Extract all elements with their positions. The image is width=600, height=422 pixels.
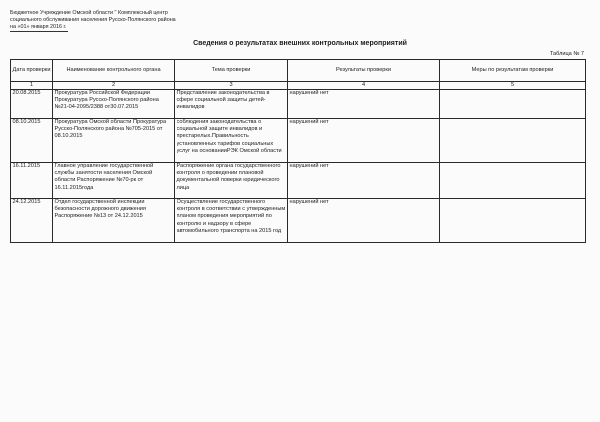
topic-text: соблюдения законодательства о социальной защите инвалидов и престарелых.Правильность установленных тарифов социальных услуг на основанииРЭК Омской области: [176, 119, 282, 154]
column-header-topic: Тема проверки: [175, 60, 288, 82]
table-row: [11, 119, 586, 163]
table-row: [11, 199, 586, 243]
table-row: [11, 90, 586, 119]
column-header-date: Дата проверки: [11, 60, 53, 82]
topic-cell: Распоряжение органа государственного контроля о проведении плановой документальной поверки юридического лица: [175, 163, 288, 199]
measures-cell: [440, 199, 586, 243]
column-number: 1: [11, 82, 53, 90]
organization-line-2: социального обслуживания населения Русско-Полянского района: [10, 17, 176, 23]
organization-header: [10, 10, 270, 32]
inspection-date-cell: 08.10.2015: [11, 119, 53, 163]
result-cell: нарушений нет: [288, 90, 440, 119]
authority-cell: Прокуратура Омской области Прокуратура Русско-Полянского района №705-2015 от 08.10.2015: [53, 119, 175, 163]
topic-cell: [175, 199, 288, 243]
report-date-line: на «01» января 2016 г.: [10, 24, 67, 30]
table-row: [11, 163, 586, 199]
result-cell: нарушений нет: [288, 199, 440, 243]
table-number-label: Таблица № 7: [549, 51, 584, 57]
column-number: 2: [53, 82, 175, 90]
authority-cell: Главное управление государственной службы занятости населения Омской области Распоряжение №70-рк от 16.11.2015года: [53, 163, 175, 199]
column-number: 4: [288, 82, 440, 90]
column-header-authority: Наименование контрольного органа: [53, 60, 175, 82]
column-header-measures: Меры по результатам проверки: [440, 60, 586, 82]
result-cell: нарушений нет: [288, 119, 440, 163]
measures-cell: [440, 163, 586, 199]
table-header-row: [11, 60, 586, 82]
document-title: Сведения о результатах внешних контрольных мероприятий: [193, 40, 407, 47]
inspections-table: [10, 59, 586, 243]
result-cell: нарушений нет: [288, 163, 440, 199]
measures-cell: [440, 119, 586, 163]
organization-line-1: Бюджетное Учреждение Омской области " Комплексный центр: [10, 10, 168, 16]
column-number: 5: [440, 82, 586, 90]
column-number-row: [11, 82, 586, 90]
authority-cell: Прокуратура Российской Федерации Прокуратура Русско-Полянского района №21-04-2095/2388 от30.07.2015: [53, 90, 175, 119]
topic-text: Осуществление государственного контроля в соответствии с утвержденным планом проведения мероприятий по контролю и надзору в сфере автомобильного транспорта на 2015 год: [176, 199, 286, 234]
topic-cell: [175, 119, 288, 163]
inspection-date-cell: 24.12.2015: [11, 199, 53, 243]
measures-cell: [440, 90, 586, 119]
authority-cell: Отдел государственной инспекции безопасности дорожного движения Распоряжение №13 от 24.12.2015: [53, 199, 175, 243]
inspection-date-cell: 16.11.2015: [11, 163, 53, 199]
column-header-result: Результаты проверки: [288, 60, 440, 82]
inspection-date-cell: 20.08.2015: [11, 90, 53, 119]
column-number: 3: [175, 82, 288, 90]
topic-cell: Представление законодательства в сфере социальной защиты детей-инвалидов: [175, 90, 288, 119]
